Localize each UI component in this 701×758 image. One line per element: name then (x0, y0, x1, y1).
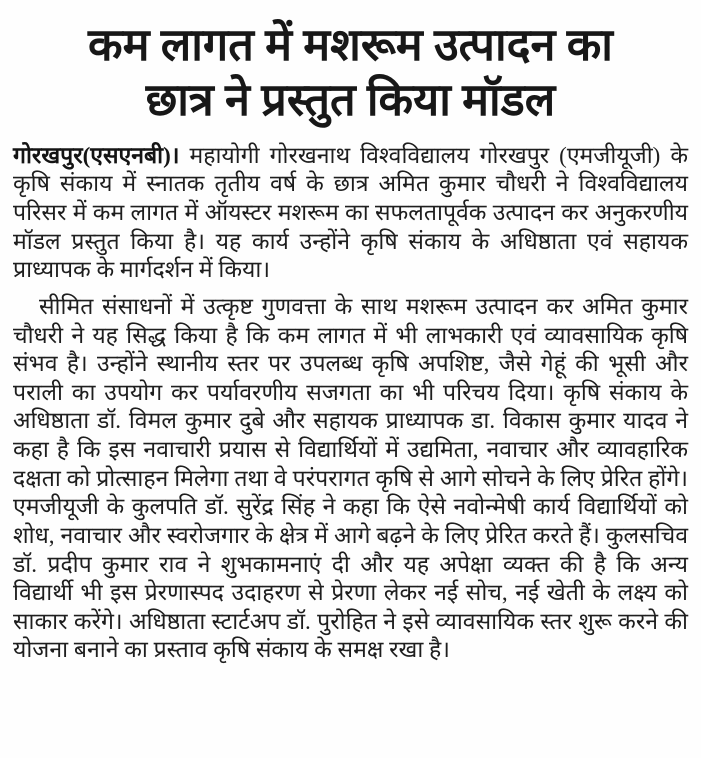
headline-line-2: छात्र ने प्रस्तुत किया मॉडल (145, 74, 556, 125)
headline-line-1: कम लागत में मशरूम उत्पादन का (88, 20, 613, 70)
paragraph-2: सीमित संसाधनों में उत्कृष्ट गुणवत्ता के साथ मशरूम उत्पादन कर अमित कुमार चौधरी ने यह सिद्ध किया है कि कम लागत में भी लाभकारी एवं व्यावसायिक कृषि संभव है। उन्होंने स्थानीय स्तर पर उपलब्ध कृषि अपशिष्ट, जैसे गेहूं की भूसी और पराली का उपयोग कर पर्यावरणीय सजगता का भी परिचय दिया। कृषि संकाय के अधिष्ठाता डॉ. विमल कुमार दुबे और सहायक प्राध्यापक डा. विकास कुमार यादव ने कहा है कि इस नवाचारी प्रयास से विद्यार्थियों में उद्यमिता, नवाचार और व्यावहारिक दक्षता को प्रोत्साहन मिलेगा तथा वे परंपरागत कृषि से आगे सोचने के लिए प्रेरित होंगे। एमजीयूजी के कुलपति डॉ. सुरेंद्र सिंह ने कहा कि ऐसे नवोन्मेषी कार्य विद्यार्थियों को शोध, नवाचार और स्वरोजगार के क्षेत्र में आगे बढ़ने के लिए प्रेरित करते हैं। कुलसचिव डॉ. प्रदीप कुमार राव ने शुभकामनाएं दी और यह अपेक्षा व्यक्त की है कि अन्य विद्यार्थी भी इस प्रेरणास्पद उदाहरण से प्रेरणा लेकर नई सोच, नई खेती के लक्ष्य को साकार करेंगे। अधिष्ठाता स्टार्टअप डॉ. पुरोहित ने इसे व्यावसायिक स्तर शुरू करने की योजना बनाने का प्रस्ताव कृषि संकाय के समक्ष रखा है। (13, 293, 688, 663)
dateline: गोरखपुर(एसएनबी)। (13, 142, 180, 168)
article-body (13, 142, 688, 665)
paragraph-1-text: महायोगी गोरखनाथ विश्वविद्यालय गोरखपुर (एमजीयूजी) के कृषि संकाय में स्नातक तृतीय वर्ष के छात्र अमित कुमार चौधरी ने विश्वविद्यालय परिसर में कम लागत में ऑयस्टर मशरूम का सफलतापूर्वक उत्पादन कर अनुकरणीय मॉडल प्रस्तुत किया है। यह कार्य उन्होंने कृषि संकाय के अधिष्ठाता एवं सहायक प्राध्यापक के मार्गदर्शन में किया। (13, 142, 689, 283)
article-headline (13, 18, 688, 128)
paragraph-1 (13, 142, 688, 285)
